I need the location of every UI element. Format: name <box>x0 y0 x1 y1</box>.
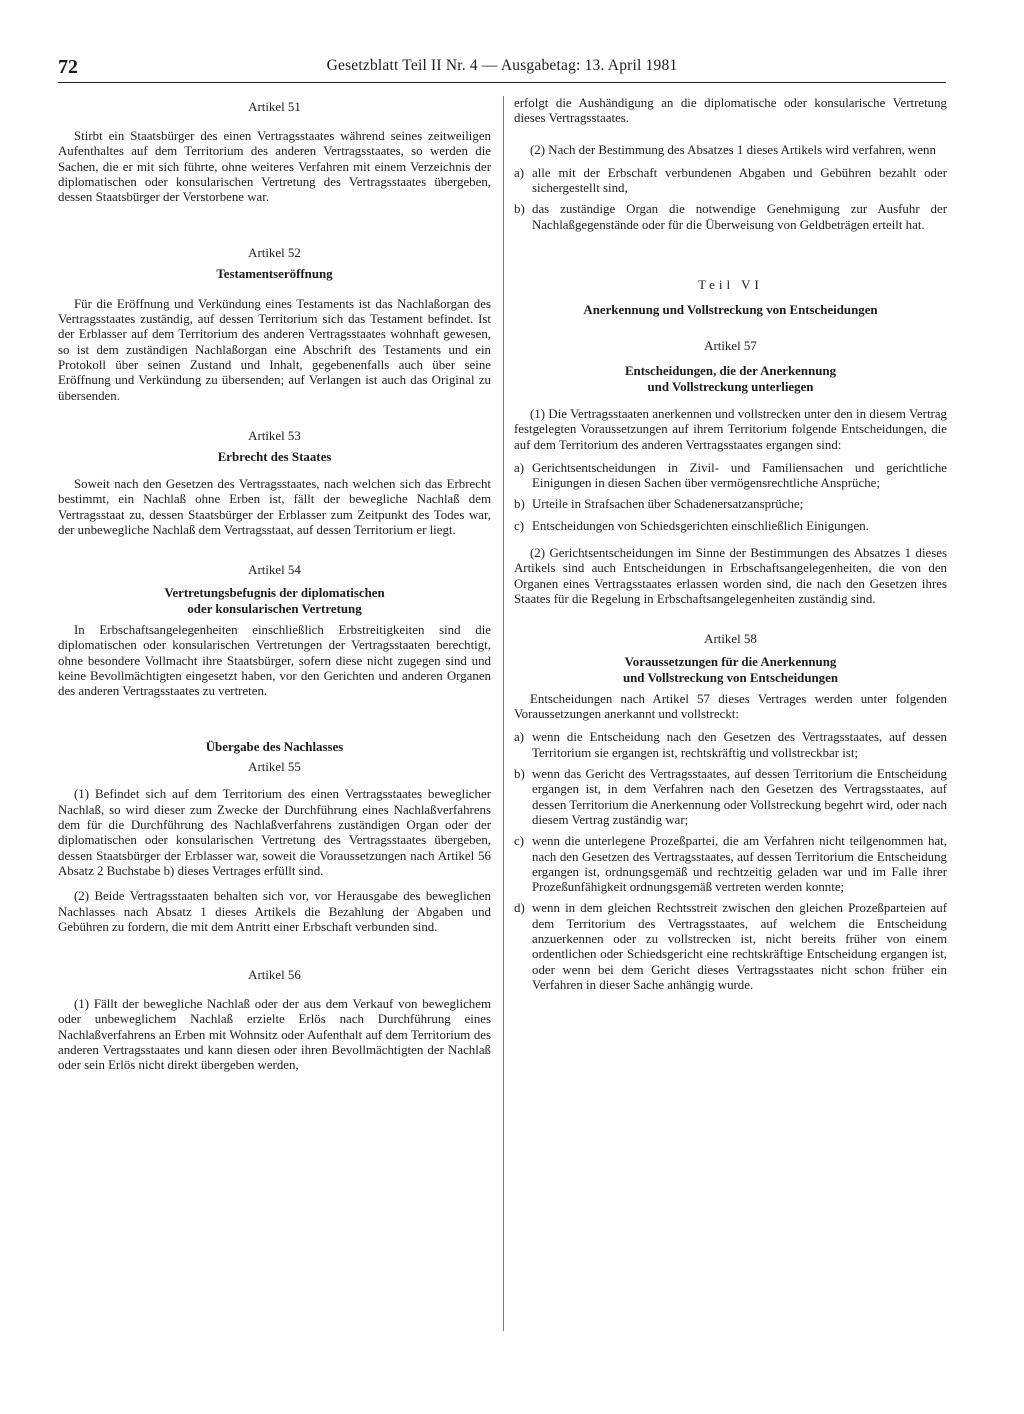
article-paragraph: (1) Fällt der bewegliche Nachlaß oder der aus dem Verkauf von beweglichem oder unbeweglichem Nachlaß erzielte Erlös nach Durchführung eines Nachlaßverfahrens an Erben mit Wohnsitz oder Aufenthalt auf dem Territorium des anderen Vertragsstaates und kann diesen oder ihren Bevollmächtigten der Nachlaß oder sein Erlös nicht direkt übergeben werden, <box>58 997 491 1073</box>
part-title: Teil VI <box>698 277 763 293</box>
article-55 <box>58 759 491 935</box>
list-item <box>514 497 947 512</box>
article-heading-line-2: und Vollstreckung unterliegen <box>647 379 814 394</box>
article-paragraph: (2) Nach der Bestimmung des Absatzes 1 dieses Artikels wird verfahren, wenn <box>530 142 936 157</box>
list-marker: b) <box>514 767 525 782</box>
list-marker: b) <box>514 497 525 512</box>
page-header <box>58 52 946 83</box>
article-53 <box>58 428 491 538</box>
list-item <box>514 730 947 761</box>
article-heading-line-1: Entscheidungen, die der Anerkennung <box>624 364 837 379</box>
article-heading: Erbrecht des Staates <box>217 449 332 464</box>
left-column <box>58 99 491 1074</box>
list-marker: d) <box>514 901 525 916</box>
column-divider <box>503 96 504 1331</box>
page-number: 72 <box>58 56 78 78</box>
article-heading-line-1: Voraussetzungen für die Anerkennung <box>624 655 837 670</box>
article-title: Artikel 52 <box>248 246 301 261</box>
article-title: Artikel 53 <box>248 428 301 443</box>
right-column <box>514 96 947 993</box>
requirements-list <box>514 730 947 993</box>
article-54 <box>58 562 491 699</box>
article-paragraph: (2) Gerichtsentscheidungen im Sinne der Bestimmungen des Absatzes 1 dieses Artikels sind auch Entscheidungen in Erbschaftsangelegenheiten, die von den Organen eines Vertragsstaates erlassen worden sind, die nach den Gesetzen ihres Staates für die Regelung in Erbschaftsangelegenheiten zuständig sind. <box>514 546 947 606</box>
list-text: wenn die unterlegene Prozeßpartei, die am Verfahren nicht teilgenommen hat, nach den Gesetzen des Vertragsstaates, auf dessen Territorium die Entscheidung ergangen ist, ordnungsgemäß und rechtzeitig geladen war und im Falle ihrer Prozeßunfähigkeit ordnungsgemäß vertreten werden konnte; <box>532 834 947 895</box>
article-57 <box>514 338 947 607</box>
list-item <box>514 767 947 828</box>
article-title: Artikel 51 <box>248 100 301 114</box>
list-marker: a) <box>514 460 525 475</box>
article-51 <box>58 99 491 205</box>
article-paragraph: Stirbt ein Staatsbürger des einen Vertragsstaates während seines zeitweiligen Aufenthaltes auf dem Territorium des anderen Vertragsstaates, so werden die Sachen, die er mit sich führte, ohne weiteres Verfahren mit einem Verzeichnis der diplomatischen oder konsularischen Vertretung des Vertragsstaates übergeben, dessen Staatsbürger der Verstorbene war. <box>58 129 491 205</box>
article-paragraph: (2) Beide Vertragsstaaten behalten sich vor, vor Herausgabe des beweglichen Nachlasses nach Absatz 1 dieses Artikels die Bezahlung der Abgaben und Gebühren zu fordern, die mit dem Antritt einer Erbschaft verbunden sind. <box>58 889 491 934</box>
article-heading-line-1: Vertretungsbefugnis der diplomatischen <box>164 586 385 601</box>
list-marker: b) <box>514 202 525 217</box>
list-item <box>514 519 947 534</box>
list-item <box>514 834 947 895</box>
part-heading: Anerkennung und Vollstreckung von Entscheidungen <box>583 303 878 318</box>
part-6 <box>514 277 947 318</box>
list-item <box>514 202 947 233</box>
article-paragraph: Soweit nach den Gesetzen des Vertragsstaates, nach welchen sich das Erbrecht bestimmt, ein Nachlaß ohne Erben ist, fällt der bewegliche Nachlaß dem Vertragsstaat zu, dessen Staatsbürger der Erblasser zum Zeitpunkt des Todes war, der unbewegliche Nachlaß dem Vertragsstaat, auf dessen Territorium er liegt. <box>58 477 491 538</box>
list-item <box>514 166 947 197</box>
article-heading: Testamentseröffnung <box>216 267 333 282</box>
list-text: Gerichtsentscheidungen in Zivil- und Familiensachen und gerichtliche Einigungen in diesen Sachen über vermögensrechtliche Ansprüche; <box>532 460 947 491</box>
list-marker: a) <box>514 730 525 745</box>
list-text: wenn die Entscheidung nach den Gesetzen des Vertragsstaates, auf dessen Territorium sie ergangen ist, rechtskräftig und vollstreckbar ist; <box>532 730 947 760</box>
article-title: Artikel 54 <box>248 563 301 578</box>
article-58 <box>514 631 947 993</box>
article-paragraph: (1) Befindet sich auf dem Territorium des einen Vertragsstaates beweglicher Nachlaß, so wird dieser zum Zwecke der Durchführung eines Nachlaßverfahrens dem für die Durchführung des Nachlaßverfahrens zuständigen Organ oder der diplomatischen oder konsularischen Vertretung des Vertragsstaates übergeben, dessen Staatsbürger der Erblasser war, soweit die Voraussetzungen nach Artikel 56 Absatz 2 Buchstabe b) dieses Vertrages erfüllt sind. <box>58 787 491 878</box>
article-heading-line-2: oder konsularischen Vertretung <box>187 601 362 616</box>
decision-types-list <box>514 461 947 534</box>
article-title: Artikel 56 <box>248 968 301 983</box>
list-marker: a) <box>514 165 525 180</box>
list-marker: c) <box>514 518 525 533</box>
article-paragraph: Entscheidungen nach Artikel 57 dieses Vertrages werden unter folgenden Voraussetzungen anerkannt und vollstreckt: <box>514 691 947 722</box>
condition-list <box>514 166 947 233</box>
list-text: Urteile in Strafsachen über Schadenersatzansprüche; <box>532 497 804 512</box>
list-text: Entscheidungen von Schiedsgerichten einschließlich Einigungen. <box>532 518 869 533</box>
article-title: Artikel 57 <box>704 339 757 354</box>
article-paragraph: Für die Eröffnung und Verkündung eines Testaments ist das Nachlaßorgan des Vertragsstaates zuständig, auf dessen Territorium sich das Testament befindet. Ist der Erblasser auf dem Territorium des anderen Vertragsstaates wohnhaft gewesen, so ist dem zuständigen Nachlaßorgan eine Abschrift des Testaments und ein Protokoll über seinen Zustand und Inhalt, gegebenenfalls auch über seine Eröffnung und Verkündung zu übersenden; auf Verlangen ist auch das Original zu übersenden. <box>58 296 491 403</box>
list-text: wenn das Gericht des Vertragsstaates, auf dessen Territorium die Entscheidung ergangen ist, in dem Verfahren nach den Gesetzen des Vertragsstaates, auf dessen Territorium die Anerkennung oder Vollstreckung begehrt wird, oder nach diesem Vertrag zuständig war; <box>532 767 947 827</box>
section-heading: Übergabe des Nachlasses <box>205 740 344 755</box>
list-marker: c) <box>514 834 525 849</box>
article-title: Artikel 58 <box>704 632 757 647</box>
list-text: das zuständige Organ die notwendige Genehmigung zur Ausfuhr der Nachlaßgegenstände oder für die Überweisung von Geldbeträgen erteilt hat. <box>532 202 947 232</box>
list-text: alle mit der Erbschaft verbundenen Abgaben und Gebühren bezahlt oder sichergestellt sind, <box>532 165 947 196</box>
header-title: Gesetzblatt Teil II Nr. 4 — Ausgabetag: 13. April 1981 <box>326 57 678 74</box>
article-56 <box>58 967 491 1073</box>
article-paragraph: In Erbschaftsangelegenheiten einschließlich Erbstreitigkeiten sind die diplomatischen oder konsularischen Vertretungen der Vertragsstaaten berechtigt, ohne besondere Vollmacht ihre Staatsbürger, sofern diese nicht zugegen sind und keine Bevollmächtigten eingesetzt haben, vor den Gerichten und anderen Organen des anderen Vertragsstaates zu vertreten. <box>58 622 491 699</box>
article-title: Artikel 55 <box>248 760 301 775</box>
list-item <box>514 461 947 492</box>
list-item <box>514 901 947 993</box>
article-56-continued <box>514 96 947 233</box>
article-52 <box>58 245 491 403</box>
article-paragraph: (1) Die Vertragsstaaten anerkennen und vollstrecken unter den in diesem Vertrag festgelegten Voraussetzungen auf ihrem Territorium folgende Entscheidungen, die auf dem Territorium des anderen Vertragsstaates ergangen sind: <box>514 406 947 452</box>
article-paragraph: erfolgt die Aushändigung an die diplomatische oder konsularische Vertretung dieses Vertragsstaates. <box>514 96 947 126</box>
article-heading-line-2: und Vollstreckung von Entscheidungen <box>622 670 839 685</box>
list-text: wenn in dem gleichen Rechtsstreit zwischen den gleichen Prozeßparteien auf dem Territorium des Vertragsstaates, auf welchem die Entscheidung anzuerkennen oder zu vollstrecken ist, nicht bereits früher von einem ordentlichen oder Schiedsgericht eine rechtskräftige Entscheidung ergangen ist, oder wenn bei dem Gericht dieses Vertragsstaates nicht schon früher ein Verfahren in dieser Sache anhängig wurde. <box>532 901 947 992</box>
